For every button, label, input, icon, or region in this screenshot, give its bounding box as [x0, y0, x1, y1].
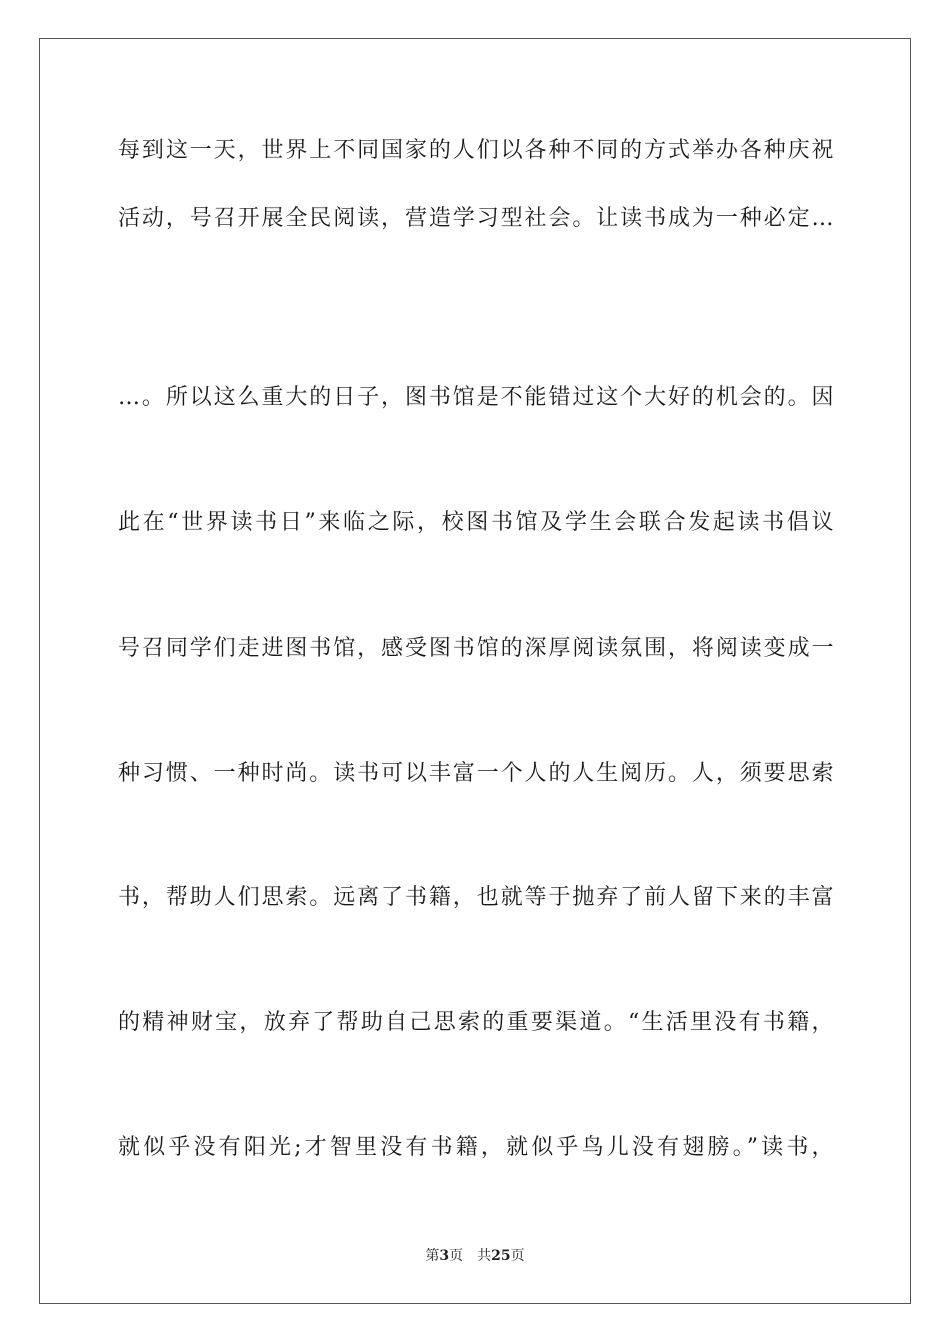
page-suffix: 页: [449, 1248, 464, 1264]
text-line-3: …。所以这么重大的日子，图书馆是不能错过这个大好的机会的。因: [118, 385, 834, 410]
text-line-9: 就似乎没有阳光;才智里没有书籍，就似乎鸟儿没有翅膀。”读书，: [118, 1135, 834, 1160]
text-line-2: 活动，号召开展全民阅读，营造学习型社会。让读书成为一种必定…: [118, 206, 834, 231]
text-line-7: 书，帮助人们思索。远离了书籍，也就等于抛弃了前人留下来的丰富: [118, 885, 834, 910]
page-current: 3: [439, 1248, 450, 1264]
page-prefix: 第: [425, 1248, 440, 1264]
text-line-5: 号召同学们走进图书馆，感受图书馆的深厚阅读氛围，将阅读变成一: [118, 636, 834, 661]
text-line-1: 每到这一天，世界上不同国家的人们以各种不同的方式举办各种庆祝: [118, 138, 834, 163]
page-footer: [0, 1247, 950, 1265]
total-suffix: 页: [510, 1248, 525, 1264]
page-total: 25: [491, 1248, 511, 1264]
text-line-4: 此在“世界读书日”来临之际，校图书馆及学生会联合发起读书倡议: [118, 510, 834, 535]
text-line-8: 的精神财宝，放弃了帮助自己思索的重要渠道。“生活里没有书籍，: [118, 1010, 834, 1035]
total-prefix: 共: [477, 1248, 492, 1264]
text-line-6: 种习惯、一种时尚。读书可以丰富一个人的人生阅历。人，须要思索: [118, 761, 834, 786]
